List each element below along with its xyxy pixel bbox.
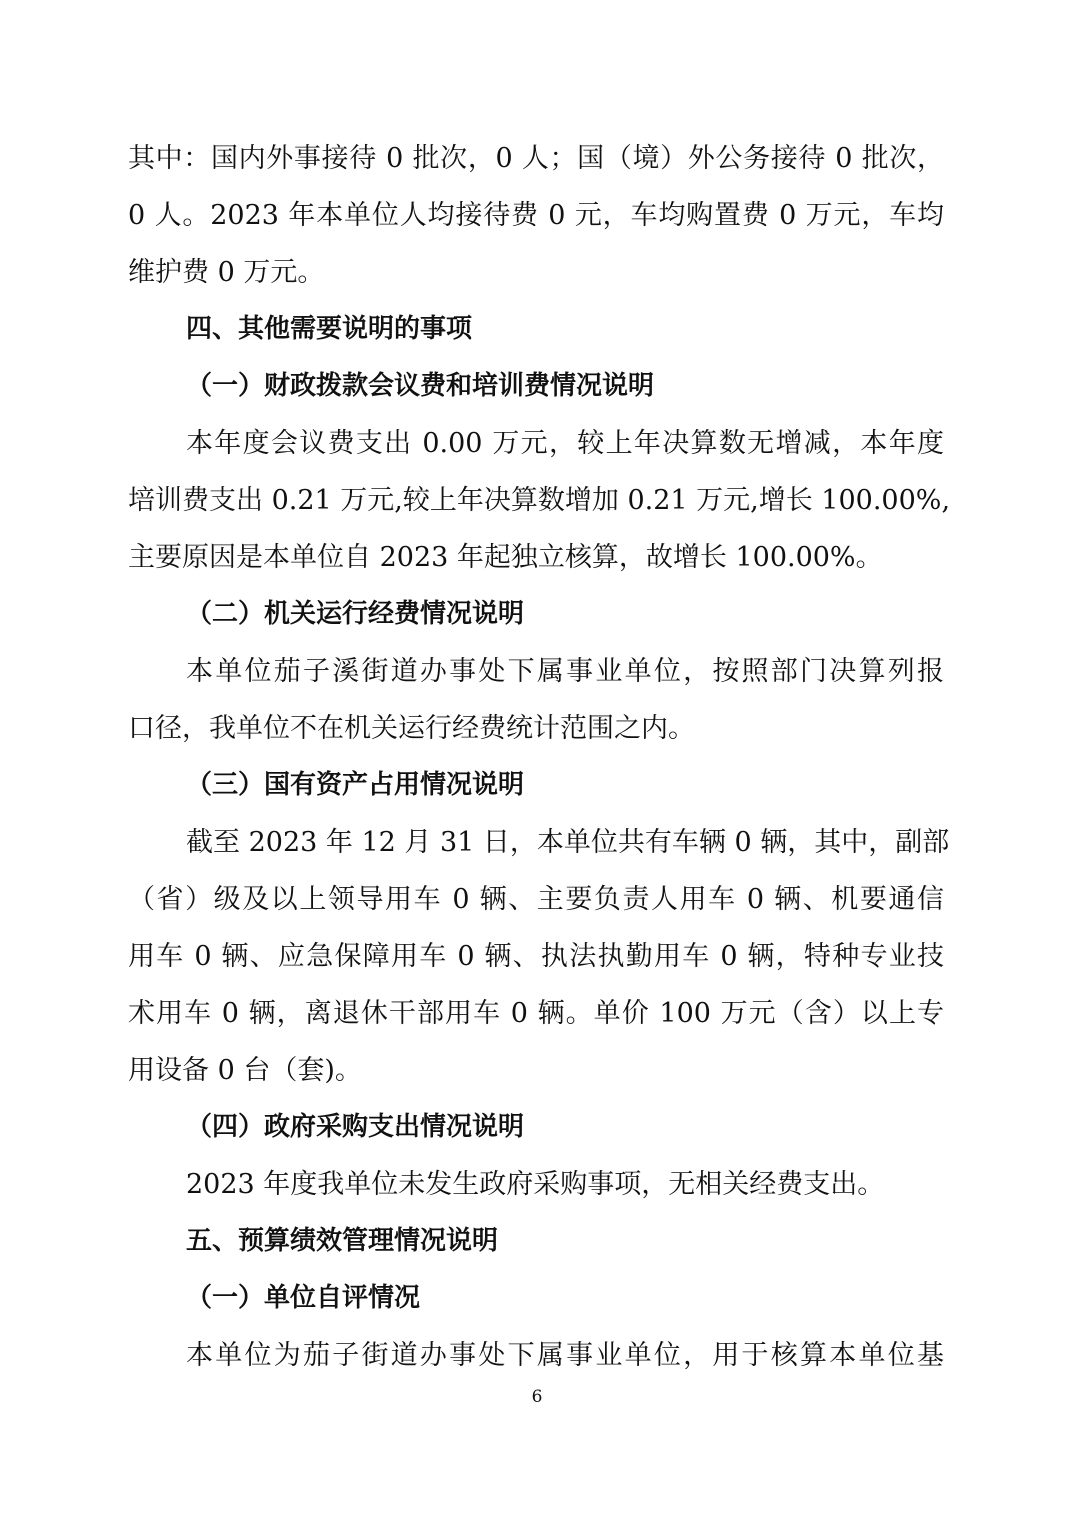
paragraph-line: 本单位为茄子街道办事处下属事业单位，用于核算本单位基 (186, 1340, 944, 1371)
paragraph-line: 截至 2023 年 12 月 31 日，本单位共有车辆 0 辆，其中，副部 (186, 827, 950, 858)
subsection-heading-5-1: （一）单位自评情况 (186, 1283, 421, 1313)
subsection-heading-4-4: （四）政府采购支出情况说明 (186, 1112, 525, 1142)
paragraph-line: 维护费 0 万元。 (128, 257, 325, 288)
paragraph-line: 本年度会议费支出 0.00 万元，较上年决算数无增减，本年度 (186, 428, 944, 459)
paragraph-line: 培训费支出 0.21 万元,较上年决算数增加 0.21 万元,增长 100.00%, (128, 485, 951, 516)
section-heading-4: 四、其他需要说明的事项 (186, 314, 473, 344)
paragraph-line: 主要原因是本单位自 2023 年起独立核算，故增长 100.00%。 (128, 542, 883, 573)
paragraph-line: 术用车 0 辆，离退休干部用车 0 辆。单价 100 万元（含）以上专 (128, 998, 944, 1029)
paragraph-line: 用设备 0 台（套)。 (128, 1055, 362, 1086)
subsection-heading-4-3: （三）国有资产占用情况说明 (186, 770, 525, 800)
subsection-heading-4-1: （一）财政拨款会议费和培训费情况说明 (186, 371, 655, 401)
section-heading-5: 五、预算绩效管理情况说明 (186, 1226, 499, 1256)
paragraph-line: 2023 年度我单位未发生政府采购事项，无相关经费支出。 (186, 1169, 885, 1200)
paragraph-line: （省）级及以上领导用车 0 辆、主要负责人用车 0 辆、机要通信 (128, 884, 944, 915)
paragraph-line: 本单位茄子溪街道办事处下属事业单位，按照部门决算列报 (186, 656, 944, 687)
paragraph-line: 0 人。2023 年本单位人均接待费 0 元，车均购置费 0 万元，车均 (128, 200, 944, 231)
subsection-heading-4-2: （二）机关运行经费情况说明 (186, 599, 525, 629)
paragraph-line: 口径，我单位不在机关运行经费统计范围之内。 (128, 713, 695, 744)
page-body (128, 130, 951, 1384)
page-number: 6 (531, 1387, 543, 1407)
paragraph-line: 其中：国内外事接待 0 批次，0 人；国（境）外公务接待 0 批次， (128, 143, 944, 174)
paragraph-line: 用车 0 辆、应急保障用车 0 辆、执法执勤用车 0 辆，特种专业技 (128, 941, 944, 972)
